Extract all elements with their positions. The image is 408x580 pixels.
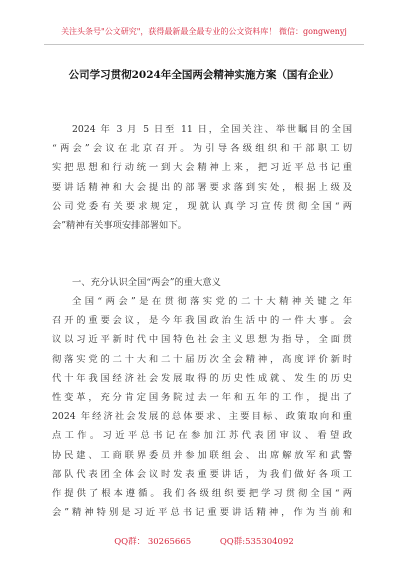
qq-group-1: QQ群： 30265665 (114, 537, 192, 547)
paragraph-line: 代十年我国经济社会发展取得的历史性成就、发生的历史 (52, 372, 352, 384)
paragraph-line: 点工作。习近平总书记在参加江苏代表团审议、看望政 (52, 430, 352, 442)
paragraph-line: 2024 年 3 月 5 日至 11 日，全国关注、举世瞩目的全国 (72, 124, 352, 135)
paragraph-line: 彻落实党的二十大和二十届历次全会精神，高度评价新时 (52, 353, 352, 365)
paragraph-line: “两会”会议在北京召开。为引导各级组织和干部职工切 (52, 143, 352, 155)
paragraph-intro (52, 120, 352, 235)
paragraph-line: 2024 年经济社会发展的总体要求、主要目标、政策取向和重 (52, 411, 352, 423)
document-title: 公司学习贯彻2024年全国两会精神实施方案（国有企业） (68, 69, 340, 81)
paragraph-line: 性变革，充分肯定国务院过去一年和五年的工作，提出了 (52, 391, 352, 403)
paragraph-line: 实把思想和行动统一到大会精神上来，把习近平总书记重 (52, 162, 352, 174)
paragraph-line: 作提供了根本遵循。我们各级组织要把学习贯彻全国“两 (52, 487, 352, 499)
paragraph-line: 部队代表团全体会议时发表重要讲话，为我们做好各项工 (52, 468, 352, 480)
paragraph-line: 会”精神特别是习近平总书记重要讲话精神，作为当前和 (52, 507, 352, 519)
paragraph-line: 协民建、工商联界委员并参加联组会、出席解放军和武警 (52, 449, 352, 461)
section-heading (52, 273, 352, 292)
qq-group-2: QQ群:535304092 (219, 537, 294, 547)
paragraph-line: 公司党委有关要求规定，现就认真学习宣传贯彻全国“两 (52, 200, 352, 212)
paragraph-line: 会”精神有关事项安排部署如下。 (52, 219, 187, 231)
paragraph-significance (52, 292, 352, 522)
section-heading-text: 一、充分认识全国“两会”的重大意义 (72, 277, 221, 288)
header-banner: 关注头条号"公文研究"，获得最新最全最专业的公文资料库！ 微信：gongwenyj (61, 27, 347, 36)
footer-qq-groups (0, 535, 408, 547)
paragraph-line: 召开的重要会议，是今年我国政治生活中的一件大事。会 (52, 315, 352, 327)
paragraph-line: 要讲话精神和大会提出的部署要求落到实处，根据上级及 (52, 181, 352, 193)
paragraph-line: 议以习近平新时代中国特色社会主义思想为指导，全面贯 (52, 334, 352, 346)
header-divider (44, 44, 364, 45)
paragraph-line: 全国“两会”是在贯彻落实党的二十大精神关键之年 (72, 296, 352, 307)
